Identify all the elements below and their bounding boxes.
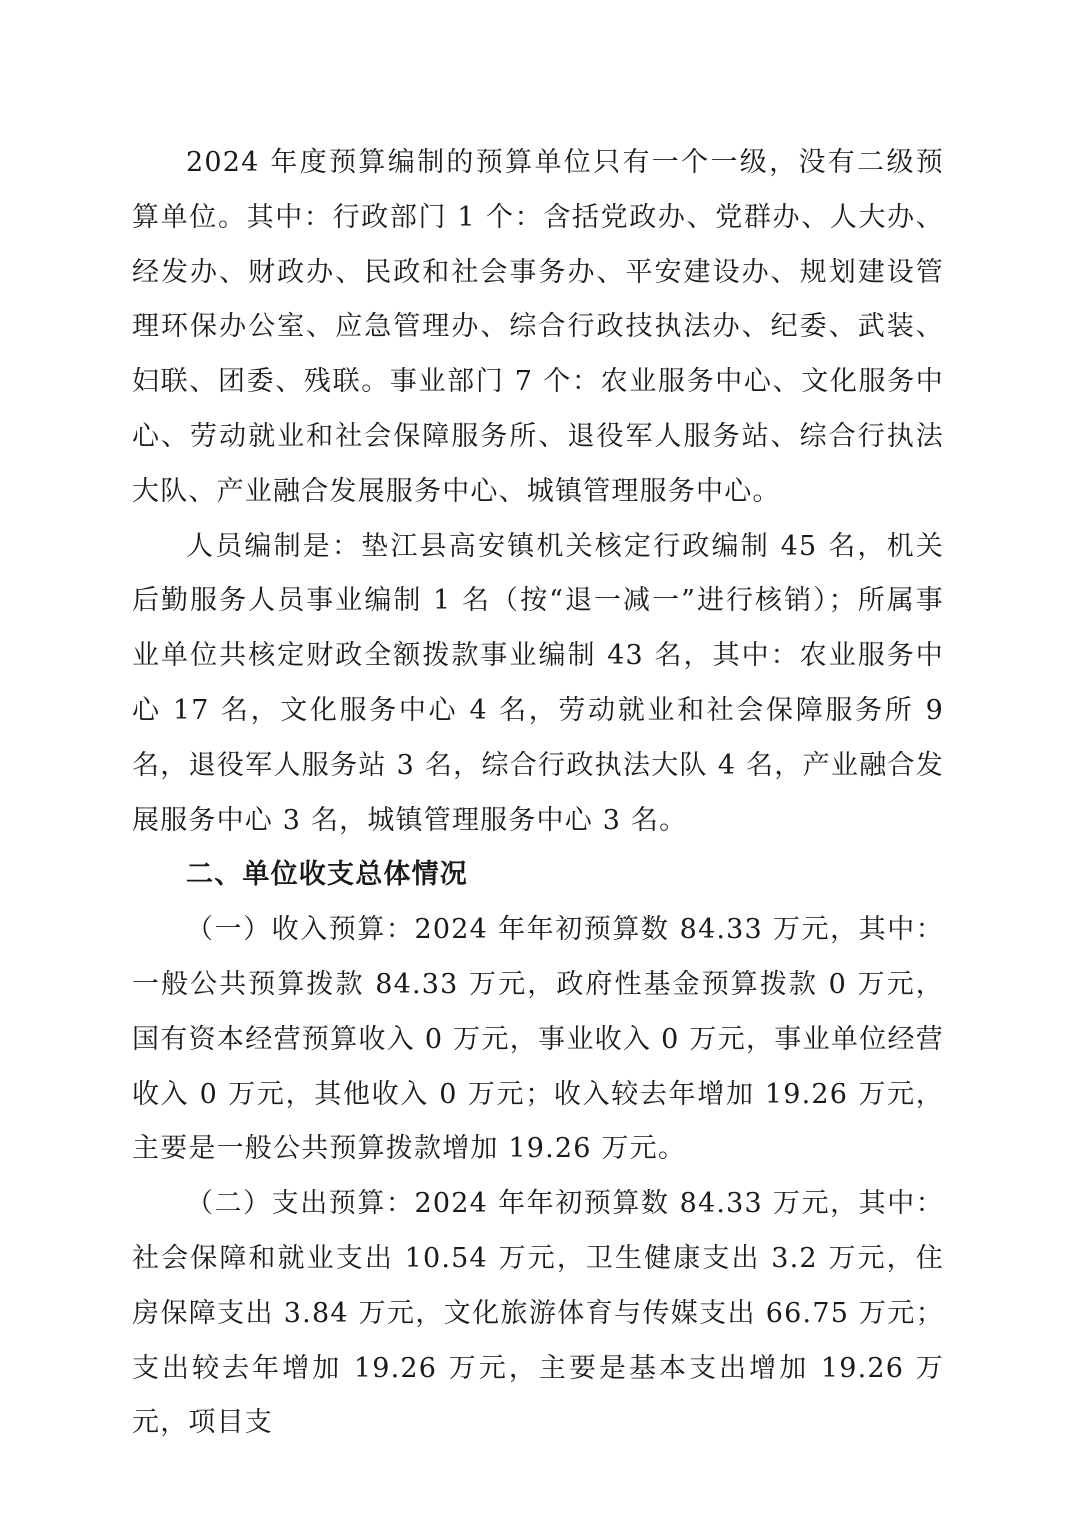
paragraph-budget-units: 2024 年度预算编制的预算单位只有一个一级，没有二级预算单位。其中：行政部门 1 个：含括党政办、党群办、人大办、经发办、财政办、民政和社会事务办、平安建设办、规划建设管理环保办公室、应急管理办、综合行政技执法办、纪委、武装、妇联、团委、残联。事业部门 7 个：农业服务中心、文化服务中心、劳动就业和社会保障服务所、退役军人服务站、综合行执法大队、产业融合发展服务中心、城镇管理服务中心。 [132,147,944,507]
document-body [132,136,944,1451]
paragraph-staffing: 人员编制是：垫江县高安镇机关核定行政编制 45 名，机关后勤服务人员事业编制 1 名（按“退一减一”进行核销）；所属事业单位共核定财政全额拨款事业编制 43 名，其中：农业服务中心 17 名，文化服务中心 4 名，劳动就业和社会保障服务所 9 名，退役军人服务站 3 名，综合行政执法大队 4 名，产业融合发展服务中心 3 名，城镇管理服务中心 3 名。 [132,530,944,836]
paragraph-expenditure-budget: （二）支出预算：2024 年年初预算数 84.33 万元，其中：社会保障和就业支出 10.54 万元，卫生健康支出 3.2 万元，住房保障支出 3.84 万元，文化旅游体育与传媒支出 66.75 万元；支出较去年增加 19.26 万元，主要是基本支出增加 19.26 万元，项目支 [132,1188,944,1439]
paragraph-income-budget: （一）收入预算：2024 年年初预算数 84.33 万元，其中：一般公共预算拨款 84.33 万元，政府性基金预算拨款 0 万元，国有资本经营预算收入 0 万元，事业收入 0 万元，事业单位经营收入 0 万元，其他收入 0 万元；收入较去年增加 19.26 万元，主要是一般公共预算拨款增加 19.26 万元。 [132,914,944,1165]
section-heading: 二、单位收支总体情况 [186,859,468,891]
